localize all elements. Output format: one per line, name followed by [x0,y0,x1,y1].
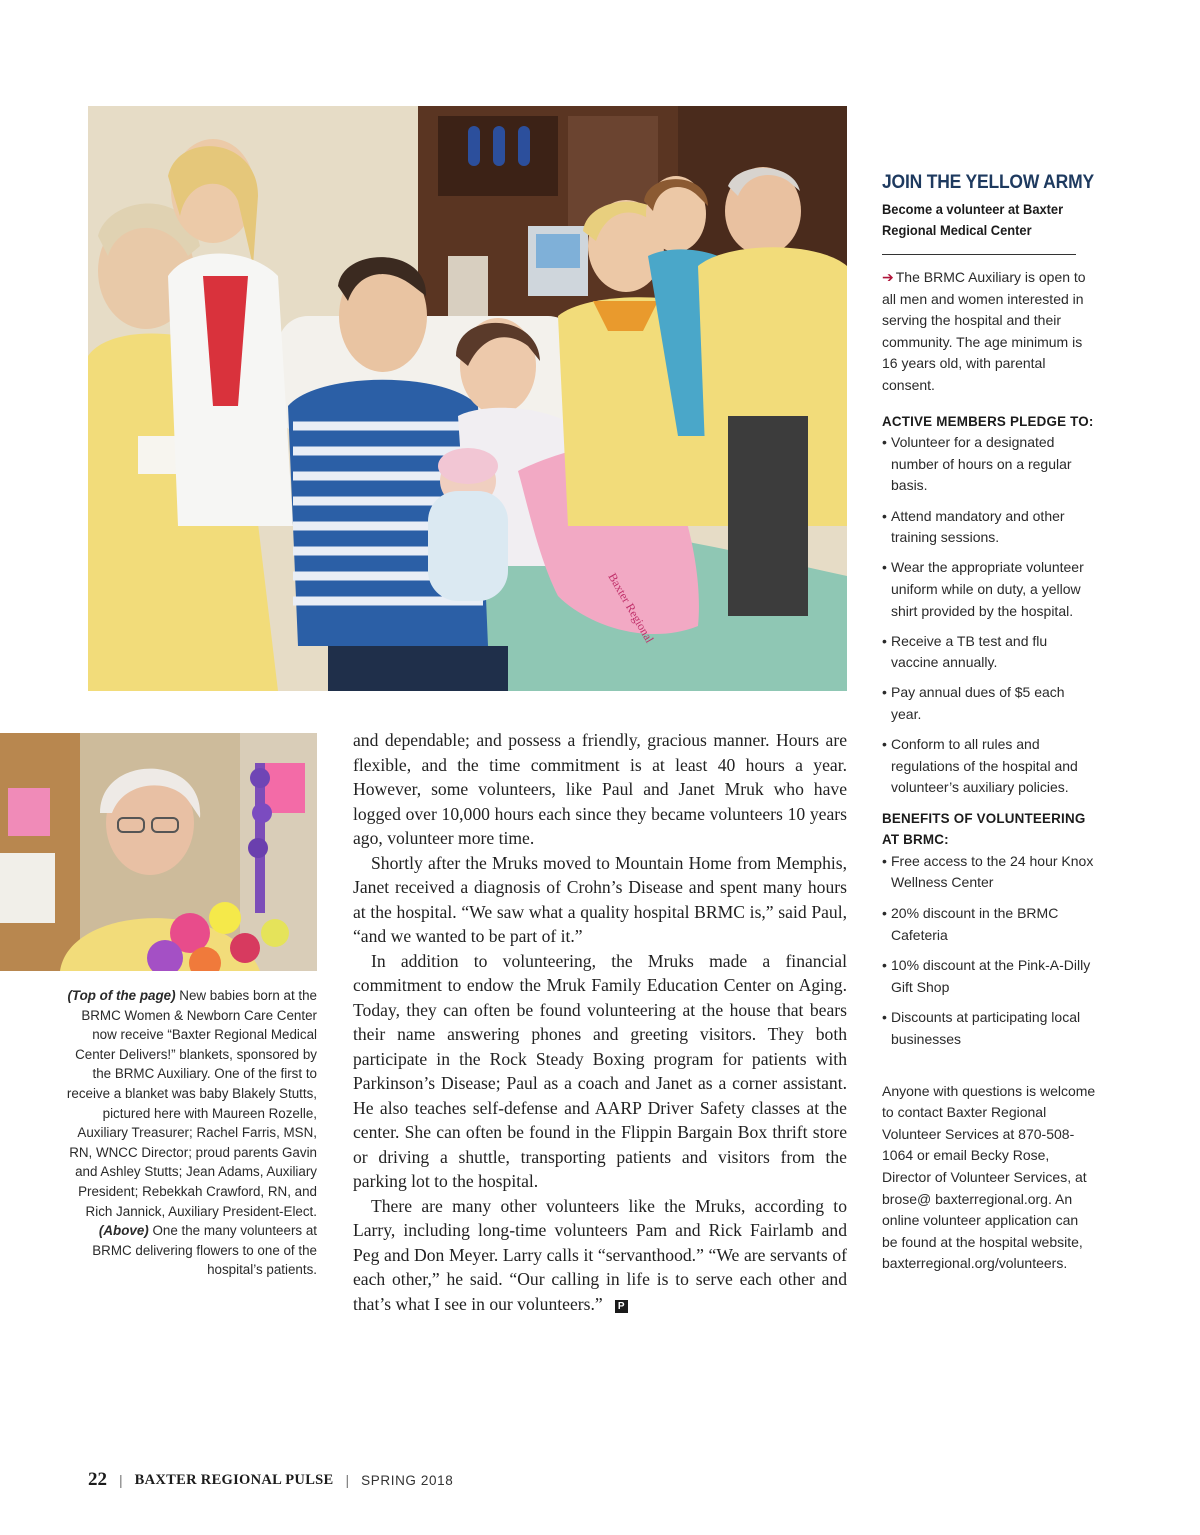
sidebar-intro-text: The BRMC Auxiliary is open to all men and women interested in serving the hospital and their community. The age minimum is 16 years old, with parental consent. [882,269,1086,393]
list-item: • Wear the appropriate volunteer uniform while on duty, a yellow shirt provided by the hospital. [882,557,1097,622]
pledge-heading: ACTIVE MEMBERS PLEDGE TO: [882,413,1094,429]
benefits-list [882,851,1097,1051]
volunteer-flowers-illustration [0,733,317,971]
caption-lead-above: (Above) [98,1223,149,1239]
list-item: • Attend mandatory and other training sessions. [882,506,1097,549]
page-number: 22 [88,1469,107,1490]
sidebar-intro [882,267,1097,397]
article-body [353,728,847,1316]
article-paragraph-text: There are many other volunteers like the Mruks, according to Larry, including long-time volunteers Pam and Rick Fairlamb and Peg and Don Meyer. Larry calls it “servanthood.” “We are servants of each other,” he said. “Our calling in life is to serve each other and that’s what I see in our volunteers.” [353,1195,847,1314]
group-photo [88,106,847,691]
list-item: • Discounts at participating local businesses [882,1007,1097,1050]
article-paragraph-last [353,1194,847,1317]
svg-text:Baxter Regional: Baxter Regional [605,570,657,646]
right-arrow-icon: ➔ [882,269,894,285]
list-item: • Free access to the 24 hour Knox Wellness Center [882,851,1097,894]
end-mark-icon: P [615,1300,628,1313]
caption-text-above: One the many volunteers at BRMC delivering flowers to one of the hospital’s patients. [92,1223,317,1278]
footer-separator: | [345,1472,350,1488]
pledge-list [882,432,1097,799]
issue-date: SPRING 2018 [361,1472,454,1488]
contact-info: Anyone with questions is welcome to contact Baxter Regional Volunteer Services at 870-508-1064 or email Becky Rose, Director of Volunteer Services, at brose@ baxterregional.org. An online volunteer application can be found at the hospital website, baxterregional.org/volunteers. [882,1082,1096,1272]
sidebar-divider [882,254,1076,255]
sidebar-subtitle: Become a volunteer at Baxter Regional Medical Center [882,201,1064,238]
list-item: • Receive a TB test and flu vaccine annually. [882,631,1097,674]
sidebar-title: JOIN THE YELLOW ARMY [882,172,1094,193]
group-photo-illustration [88,106,847,691]
page-footer [88,1468,453,1492]
caption-lead-top: (Top of the page) [67,988,176,1003]
benefits-heading: BENEFITS OF VOLUNTEERING AT BRMC: [882,810,1086,848]
photo-caption [60,986,317,1280]
list-item: • 20% discount in the BRMC Cafeteria [882,903,1097,946]
article-paragraph: Shortly after the Mruks moved to Mountain Home from Memphis, Janet received a diagnosis of Crohn’s Disease and spent many hours at the hospital. “We saw what a quality hospital BRMC is,” said Paul, “and we wanted to be part of it.” [353,852,847,946]
footer-separator: | [119,1472,123,1488]
list-item: • Conform to all rules and regulations of the hospital and volunteer’s auxiliary policies. [882,734,1097,799]
list-item: • Pay annual dues of $5 each year. [882,682,1097,725]
list-item: • 10% discount at the Pink-A-Dilly Gift Shop [882,955,1097,998]
list-item: • Volunteer for a designated number of hours on a regular basis. [882,432,1097,497]
article-paragraph: and dependable; and possess a friendly, gracious manner. Hours are flexible, and the time commitment is at least 40 hours a year. However, some volunteers, like Paul and Janet Mruk who have logged over 10,000 hours each since they became volunteers 10 years ago, volunteer more time. [353,730,847,848]
volunteer-sidebar [882,172,1097,1275]
caption-text-top: New babies born at the BRMC Women & Newborn Care Center now receive “Baxter Regional Medical Center Delivers!” blankets, sponsored by the BRMC Auxiliary. One of the first to receive a blanket was baby Blakely Stutts, pictured here with Maureen Rozelle, Auxiliary Treasurer; Rachel Farris, MSN, RN, WNCC Director; proud parents Gavin and Ashley Stutts; Jean Adams, Auxiliary President; Rebekkah Crawford, RN, and Rich Jannick, Auxiliary President-Elect. [66,988,317,1219]
publication-name: BAXTER REGIONAL PULSE [134,1471,334,1488]
article-paragraph: In addition to volunteering, the Mruks made a financial commitment to endow the Mruk Family Education Center on Aging. Today, they can often be found volunteering at the house that bears their name answering phones and greeting visitors. They both participate in the Rock Steady Boxing program for patients with Parkinson’s Disease; Paul as a coach and Janet as a corner assistant. He also teaches self-defense and AARP Driver Safety classes at the center. She can often be found in the Flippin Bargain Box thrift store or driving a shuttle, transporting patients and visitors from the parking lot to the hospital. [353,950,847,1191]
volunteer-flowers-photo [0,733,317,971]
